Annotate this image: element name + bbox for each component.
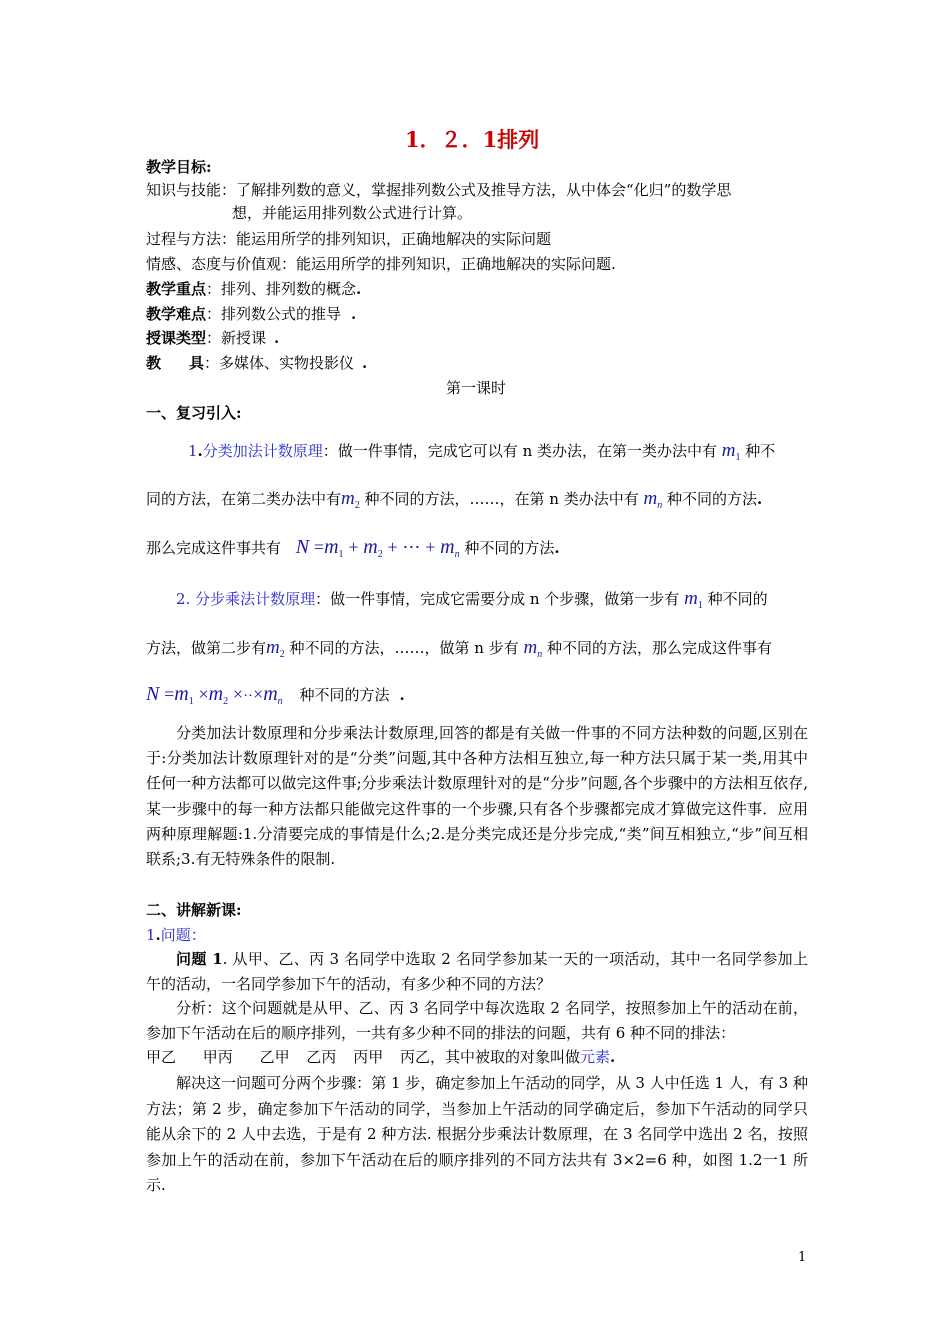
- review-p2-line1: 2. 分步乘法计数原理：做一件事情，完成它需要分成 n 个步骤，做第一步有 $m_1$ 种不同的: [176, 588, 768, 611]
- comparison-paragraph: 分类加法计数原理和分步乘法计数原理,回答的都是有关做一件事的不同方法种数的问题,区别在于:分类加法计数原理针对的是“分类”问题,其中各种方法相互独立,每一种方法只属于某一类,用其中任何一种方法都可以做完这件事;分步乘法计数原理针对的是“分步”问题,各个步骤中的方法相互依存,某一步骤中的每一种方法都只能做完这件事的一个步骤,只有各个步骤都完成才算做完这件事．应用两种原理解题:1.分清要完成的事情是什么;2.是分类完成还是分步完成,“类”间互相独立,“步”间互相联系;3.有无特殊条件的限制.: [146, 724, 808, 869]
- review-p1-line2: 同的方法，在第二类办法中有$m_2$ 种不同的方法，……，在第 n 类办法中有 $m_n$ 种不同的方法.: [146, 488, 763, 511]
- lesson-label: 第一课时: [446, 379, 507, 397]
- page-title: 1．２．1排列: [405, 127, 540, 152]
- additive-formula: $N =m_1 + m_2$ + ⋯ + $m_n$: [295, 536, 460, 560]
- tools-text: ：多媒体、实物投影仪: [204, 354, 355, 372]
- pair-item: 丙乙: [399, 1048, 430, 1066]
- element-term: 元素: [580, 1048, 611, 1066]
- problem-1-label: 问题 1: [176, 950, 223, 968]
- teaching-tools: 教 具：多媒体、实物投影仪 .: [146, 354, 368, 372]
- review-p2-line3: $N =m_1 \times m_2 \times\cdot\cdot\times m_n$ 种不同的方法 .: [146, 683, 405, 707]
- analysis-paragraph: 分析：这个问题就是从甲、乙、丙 3 名同学中每次选取 2 名同学，按照参加上午的活动在前，参加下午活动在后的顺序排列，一共有多少种不同的排法的问题，共有 6 种不同的排法：: [146, 999, 808, 1042]
- difficult-point: 教学难点：排列数公式的推导 .: [146, 305, 357, 323]
- page-number: 1: [798, 1250, 807, 1265]
- difficult-point-label: 教学难点: [146, 305, 207, 323]
- review-p1-line1: 1.分类加法计数原理：做一件事情，完成它可以有 n 类办法，在第一类办法中有 $m_1$ 种不: [188, 440, 776, 463]
- tools-label-2: 具: [189, 354, 205, 372]
- multiplicative-principle-term: 2. 分步乘法计数原理: [176, 590, 316, 608]
- solution-paragraph: 解决这一问题可分两个步骤：第 1 步，确定参加上午活动的同学，从 3 人中任选 1 人，有 3 种方法；第 2 步，确定参加下午活动的同学，当参加上午活动的同学确定后，参加下午活动的同学只能从余下的 2 人中去选，于是有 2 种方法. 根据分步乘法计数原理，在 3 名同学中选出 2 名，按照参加上午的活动在前，参加下午活动在后的顺序排列的不同方法共有 3×2=6 种，如图 1.2一1 所示.: [146, 1074, 808, 1194]
- key-point-text: ：排列、排列数的概念: [206, 280, 357, 298]
- additive-principle-term: 分类加法计数原理: [202, 442, 323, 460]
- lesson-type-text: ：新授课: [206, 329, 267, 347]
- section-review-heading: 一、复习引入:: [146, 404, 242, 422]
- lesson-type: 授课类型：新授课 .: [146, 329, 280, 347]
- pairs-line: 甲乙 甲丙 乙甲 乙丙 丙甲 丙乙，其中被取的对象叫做元素.: [146, 1048, 616, 1066]
- lesson-type-label: 授课类型: [146, 329, 207, 347]
- review-p1-line3: 那么完成这件事共有 $N =m_1 + m_2$ + ⋯ + $m_n$ 种不同的方法.: [146, 536, 560, 560]
- review-p2-line2: 方法，做第二步有$m_2$ 种不同的方法，……，做第 n 步有 $m_n$ 种不同的方法，那么完成这件事有: [146, 637, 773, 660]
- objective-emotion: 情感、态度与价值观：能运用所学的排列知识，正确地解决的实际问题.: [146, 255, 616, 273]
- subsection-problem: 1.问题：: [146, 926, 206, 944]
- difficult-point-text: ：排列数公式的推导: [206, 305, 342, 323]
- pair-item: 甲乙: [146, 1048, 177, 1066]
- multiplicative-formula: $N =m_1 \times m_2 \times\cdot\cdot\times m_n$: [146, 683, 283, 707]
- pair-item: 乙甲: [259, 1048, 290, 1066]
- section-new-lesson-heading: 二、讲解新课:: [146, 901, 242, 919]
- problem-1: 问题 1. 从甲、乙、丙 3 名同学中选取 2 名同学参加某一天的一项活动，其中一名同学参加上午的活动，一名同学参加下午的活动，有多少种不同的方法？: [146, 950, 808, 993]
- key-point-label: 教学重点: [146, 280, 207, 298]
- key-point: 教学重点：排列、排列数的概念.: [146, 280, 362, 298]
- pair-item: 丙甲: [353, 1048, 384, 1066]
- pair-item: 乙丙: [306, 1048, 337, 1066]
- pair-item: 甲丙: [202, 1048, 233, 1066]
- objectives-heading: 教学目标:: [146, 158, 212, 176]
- objective-knowledge-line2: 想，并能运用排列数公式进行计算。: [232, 204, 473, 222]
- tools-label-1: 教: [146, 354, 162, 372]
- objective-knowledge-line1: 知识与技能：了解排列数的意义，掌握排列数公式及推导方法，从中体会“化归”的数学思: [146, 181, 732, 199]
- objective-process: 过程与方法：能运用所学的排列知识，正确地解决的实际问题: [146, 230, 552, 248]
